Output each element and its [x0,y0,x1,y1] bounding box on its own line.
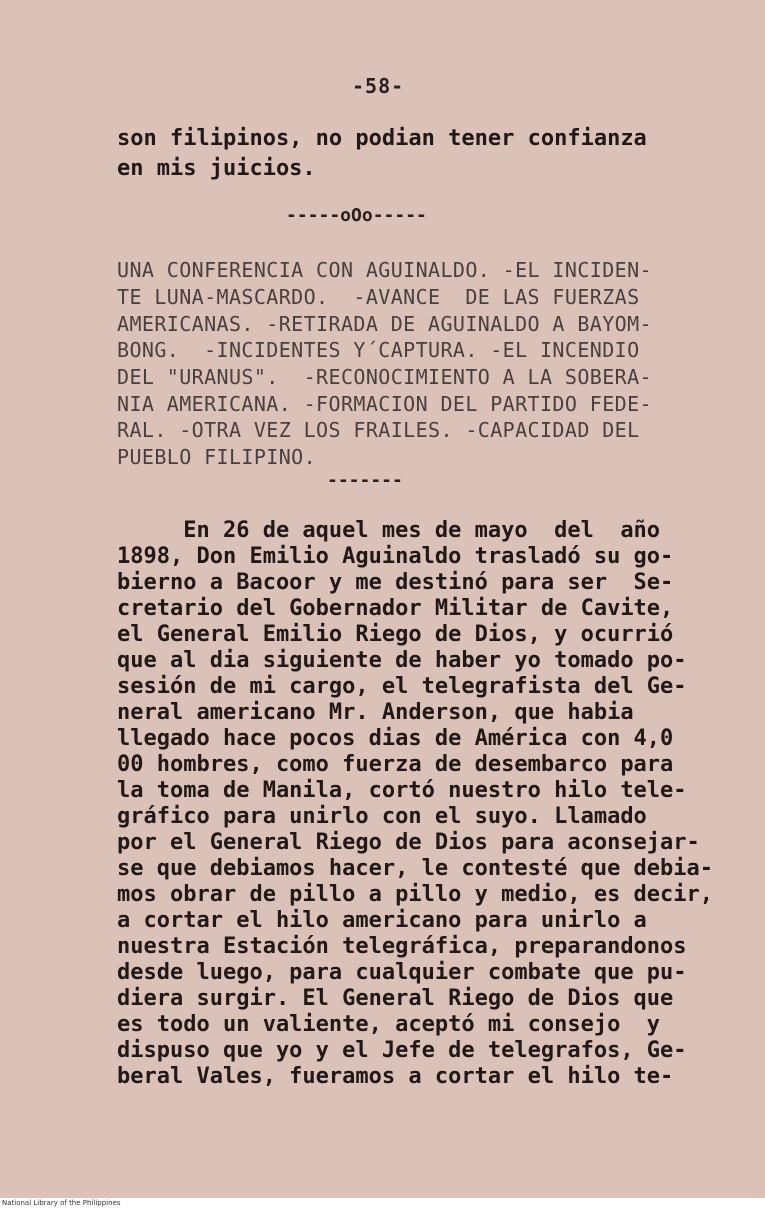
body-line: llegado hace pocos dias de América con 4,0 [117,726,674,751]
heading-line: PUEBLO FILIPINO. [117,445,317,469]
body-line: sesión de mi cargo, el telegrafista del Ge- [117,674,687,699]
body-line: dispuso que yo y el Jefe de telegrafos, Ge- [117,1038,687,1063]
body-line: se que debiamos hacer, le contesté que debia- [117,856,714,881]
heading-line: NIA AMERICANA. -FORMACION DEL PARTIDO FEDE- [117,392,652,416]
body-line: por el General Riego de Dios para aconsejar- [117,830,700,855]
heading-line: AMERICANAS. -RETIRADA DE AGUINALDO A BAYOM- [117,312,652,336]
body-line: bierno a Bacoor y me destinó para ser Se- [117,570,674,595]
heading-line: DEL "URANUS". -RECONOCIMIENTO A LA SOBERA- [117,365,652,389]
body-line: cretario del Gobernador Militar de Cavite, [117,596,674,621]
heading-line: TE LUNA-MASCARDO. -AVANCE DE LAS FUERZAS [117,285,640,309]
body-line: beral Vales, fueramos a cortar el hilo te- [117,1064,674,1089]
footer-credit: National Library of the Philippines [2,1199,121,1207]
body-line: 00 hombres, como fuerza de desembarco para [117,752,674,777]
body-line: diera surgir. El General Riego de Dios que [117,986,674,1011]
intro-line: son filipinos, no podian tener confianza [117,126,647,151]
heading-line: BONG. -INCIDENTES Y´CAPTURA. -EL INCENDIO [117,338,640,362]
heading-line: UNA CONFERENCIA CON AGUINALDO. -EL INCIDEN- [117,258,652,282]
intro-line: en mis juicios. [117,156,316,181]
body-line: gráfico para unirlo con el suyo. Llamado [117,804,647,829]
heading-line: RAL. -OTRA VEZ LOS FRAILES. -CAPACIDAD DEL [117,418,640,442]
footer-bar [0,1198,765,1208]
separator-ornament: -----oOo----- [286,205,427,226]
body-line: que al dia siguiente de haber yo tomado po- [117,648,687,673]
separator-dashes: ------- [327,470,403,491]
body-line: desde luego, para cualquier combate que pu- [117,960,687,985]
page-number: -58- [352,74,405,98]
body-line: neral americano Mr. Anderson, que habia [117,700,634,725]
body-line: nuestra Estación telegráfica, preparandonos [117,934,687,959]
body-line: es todo un valiente, aceptó mi consejo y [117,1012,661,1037]
body-line: el General Emilio Riego de Dios, y ocurrió [117,622,674,647]
body-line: a cortar el hilo americano para unirlo a [117,908,647,933]
body-line: la toma de Manila, cortó nuestro hilo tele- [117,778,687,803]
body-line: En 26 de aquel mes de mayo del año [117,518,661,543]
body-line: mos obrar de pillo a pillo y medio, es decir, [117,882,714,907]
body-line: 1898, Don Emilio Aguinaldo trasladó su go- [117,544,674,569]
